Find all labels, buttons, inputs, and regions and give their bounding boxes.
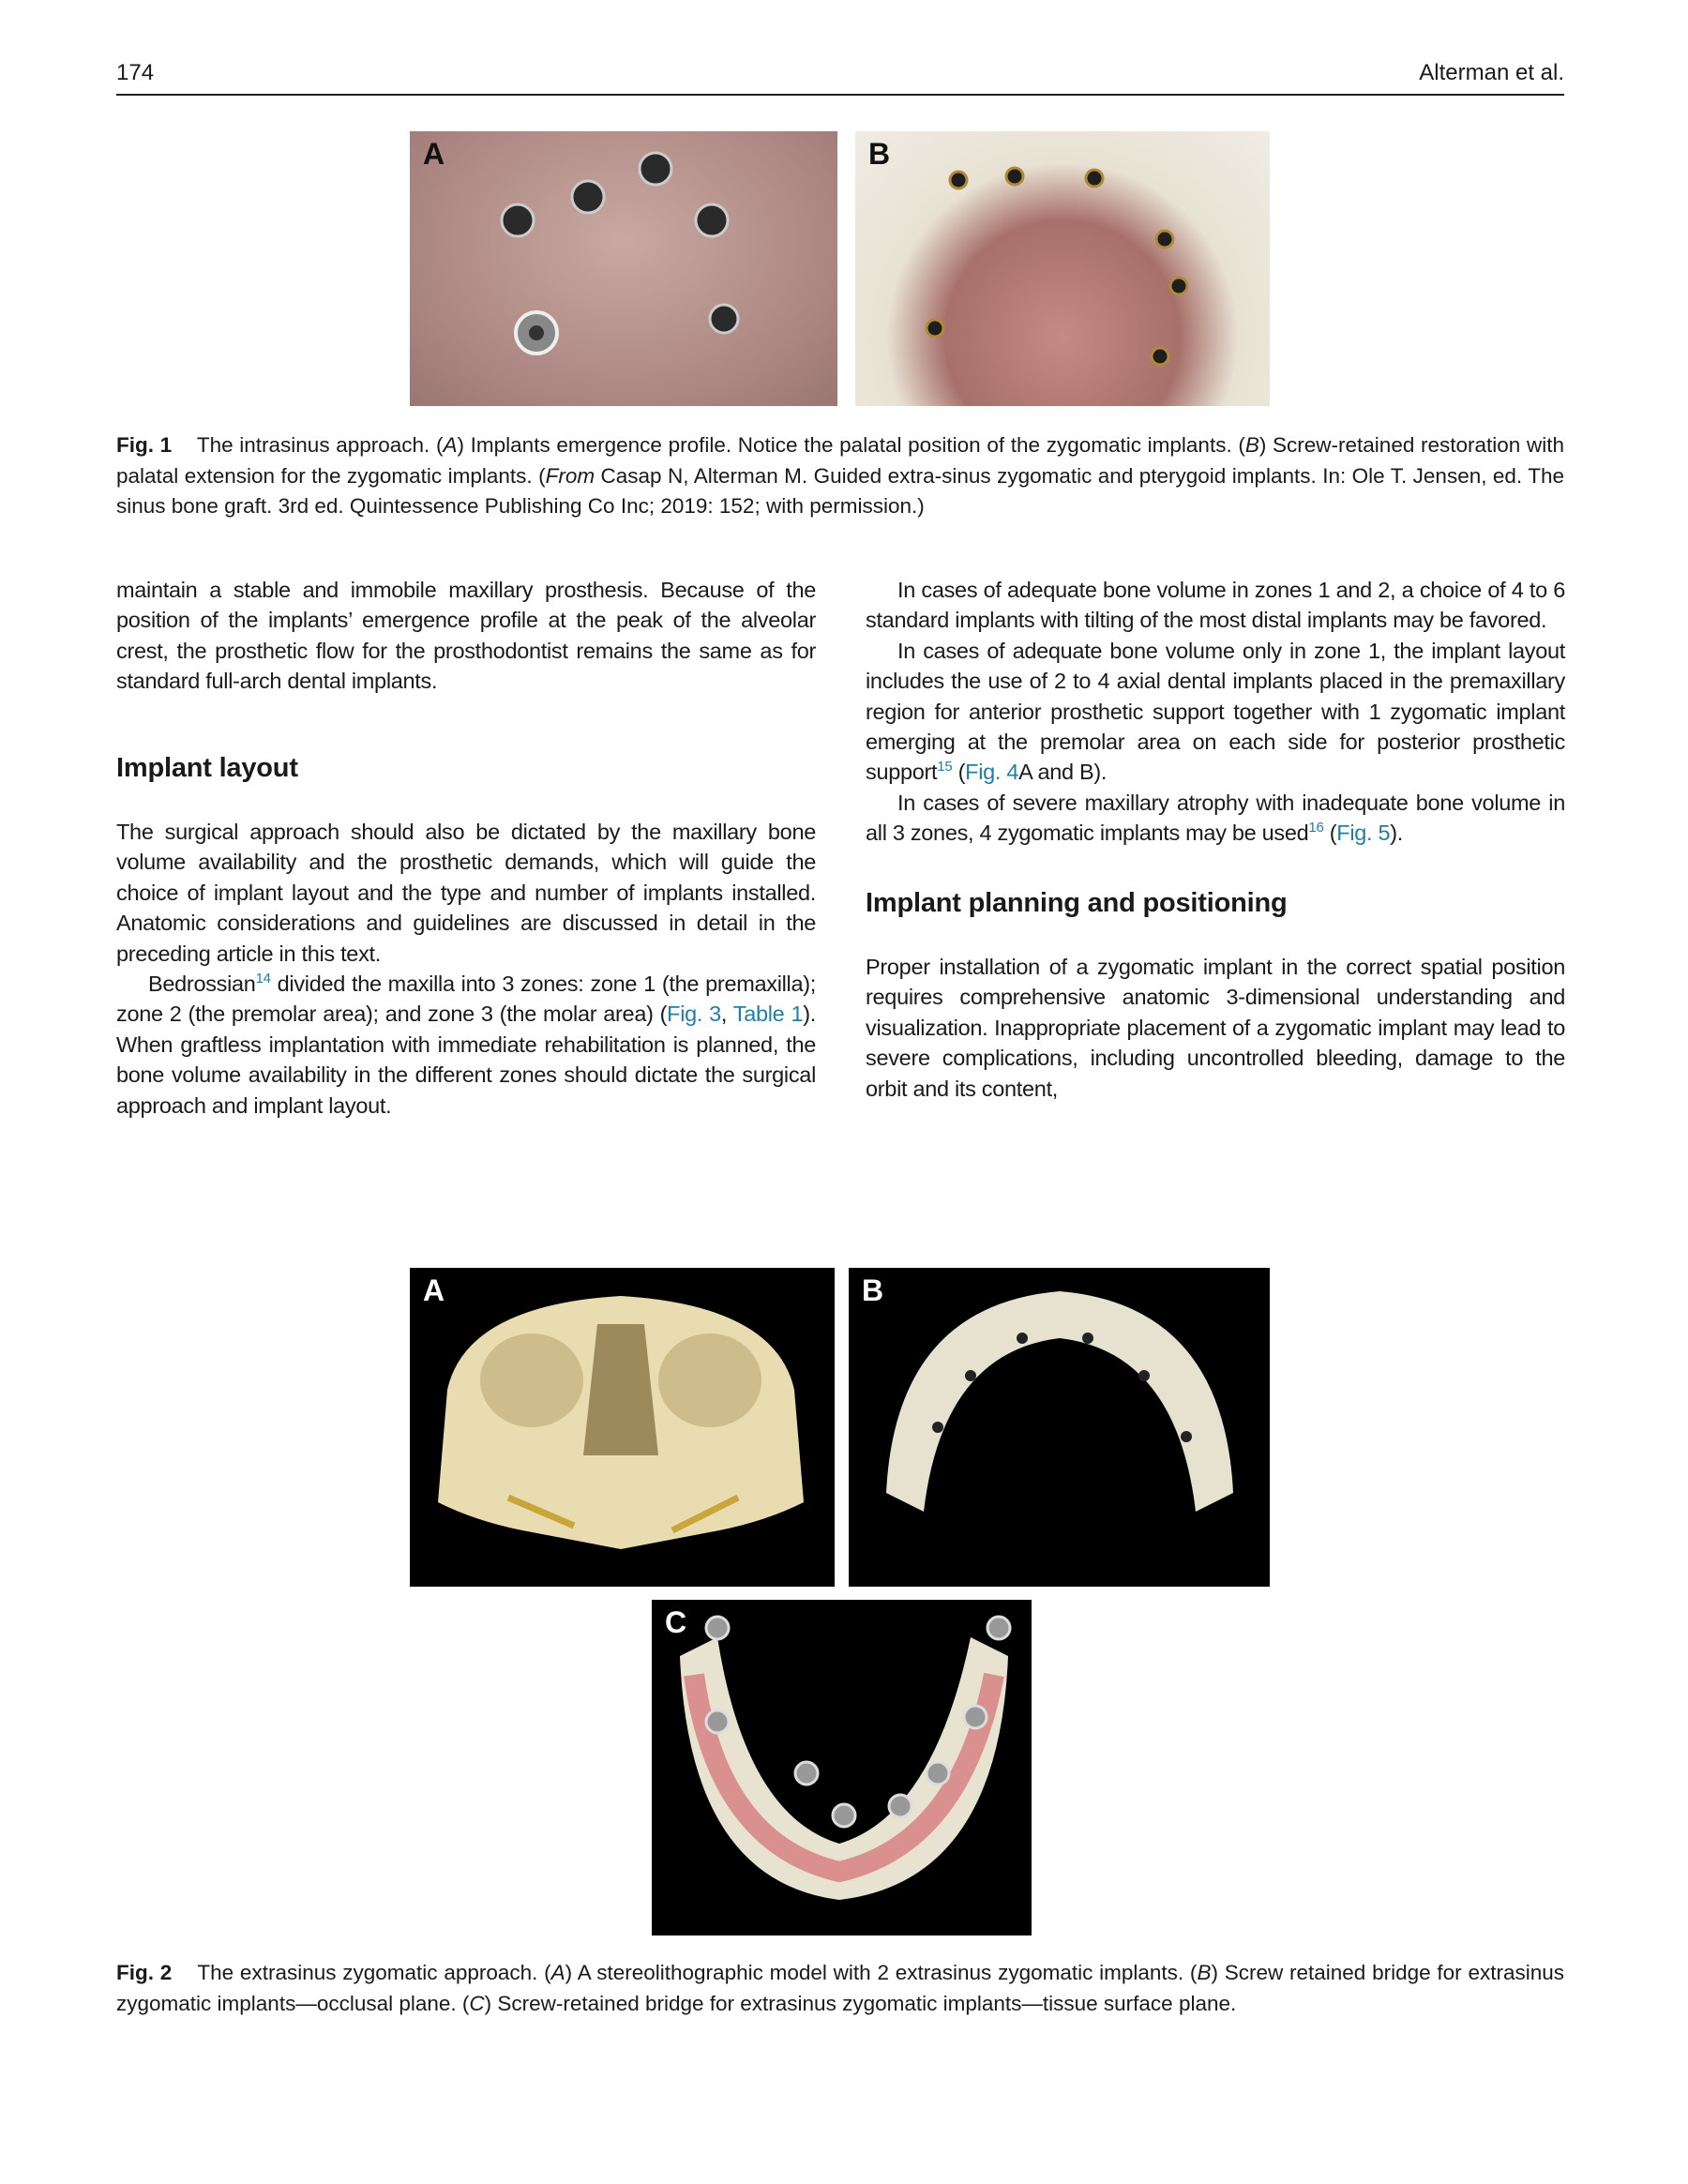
- fig1-label: Fig. 1: [116, 433, 173, 457]
- page-number: 174: [116, 60, 155, 85]
- paragraph: The surgical approach should also be dictated by the maxillary bone volume availability and the prosthetic demands, which will guide the choice of implant layout and the type and number of implants installed. Anatomic considerations and guidelines are discussed in detail in the preceding article in this text.: [116, 820, 816, 966]
- section-heading-implant-planning: Implant planning and positioning: [866, 887, 1288, 918]
- link-fig-4[interactable]: Fig. 4: [965, 760, 1019, 785]
- link-table-1[interactable]: Table 1: [732, 1002, 804, 1027]
- right-column: [866, 575, 1565, 1104]
- fig1-caption: Fig. 1 The intrasinus approach. (A) Implants emergence profile. Notice the palatal position of the zygomatic implants. (B) Screw-retained restoration with palatal extension for the zygomatic implants. (From Casap N, Alterman M. Guided extra-sinus zygomatic and pterygoid implants. In: Ole T. Jensen, ed. The sinus bone graft. 3rd ed. Quintessence Publishing Co Inc; 2019: 152; with permission.): [116, 433, 1564, 518]
- running-title: Alterman et al.: [1419, 60, 1564, 85]
- paragraph: In cases of adequate bone volume in zones 1 and 2, a choice of 4 to 6 standard implants with tilting of the most distal implants may be favored.: [866, 578, 1565, 633]
- fig2-label: Fig. 2: [116, 1961, 173, 1984]
- link-fig-3[interactable]: Fig. 3: [667, 1002, 721, 1027]
- reference-14[interactable]: 14: [255, 971, 271, 987]
- fig2-caption: Fig. 2 The extrasinus zygomatic approach. (A) A stereolithographic model with 2 extrasinus zygomatic implants. (B) Screw retained bridge for extrasinus zygomatic implants—occlusal plane. (C) Screw-retained bridge for extrasinus zygomatic implants—tissue surface plane.: [116, 1961, 1564, 2015]
- fig2-panel-c-photo: [652, 1600, 1032, 1935]
- fig1-panel-b-label: B: [868, 137, 891, 171]
- reference-16[interactable]: 16: [1308, 820, 1324, 836]
- reference-15[interactable]: 15: [937, 759, 953, 776]
- fig1-panel-b-photo: [855, 131, 1270, 406]
- paragraph: In cases of severe maxillary atrophy with inadequate bone volume in all 3 zones, 4 zygomatic implants may be used$^{16}$ (Fig. 5).: [866, 790, 1565, 846]
- fig2-panel-b-photo: [849, 1268, 1270, 1587]
- paragraph: Proper installation of a zygomatic implant in the correct spatial position requires comprehensive anatomic 3-dimensional understanding and visualization. Inappropriate placement of a zygomatic implant may lead to severe complications, including uncontrolled bleeding, damage to the orbit and its content,: [866, 955, 1565, 1101]
- link-fig-5[interactable]: Fig. 5: [1336, 821, 1391, 846]
- fig2-panel-a-label: A: [423, 1273, 445, 1307]
- fig1-panel-a-photo: [410, 131, 837, 406]
- left-column: [116, 575, 816, 1121]
- paragraph: maintain a stable and immobile maxillary prosthesis. Because of the position of the implants’ emergence profile at the peak of the alveolar crest, the prosthetic flow for the prosthodontist remains the same as for standard full-arch dental implants.: [116, 578, 816, 694]
- paragraph: Bedrossian$^{14}$ divided the maxilla into 3 zones: zone 1 (the premaxilla); zone 2 (the premolar area); and zone 3 (the molar area) (Fig. 3, Table 1). When graftless implantation with immediate rehabilitation is planned, the bone volume availability in the different zones should dictate the surgical approach and implant layout.: [116, 971, 816, 1118]
- fig2-panel-c-label: C: [665, 1605, 687, 1639]
- section-heading-implant-layout: Implant layout: [116, 752, 298, 783]
- fig2-panel-a-photo: [410, 1268, 835, 1587]
- fig1-panel-a-label: A: [423, 137, 445, 171]
- paragraph: In cases of adequate bone volume only in zone 1, the implant layout includes the use of 2 to 4 axial dental implants placed in the premaxillary region for anterior prosthetic support together with 1 zygomatic implant emerging at the premolar area on each side for posterior prosthetic support$^{15}$ (Fig. 4A and B).: [866, 638, 1565, 785]
- fig2-panel-b-label: B: [862, 1273, 884, 1307]
- header-rule: [116, 94, 1564, 96]
